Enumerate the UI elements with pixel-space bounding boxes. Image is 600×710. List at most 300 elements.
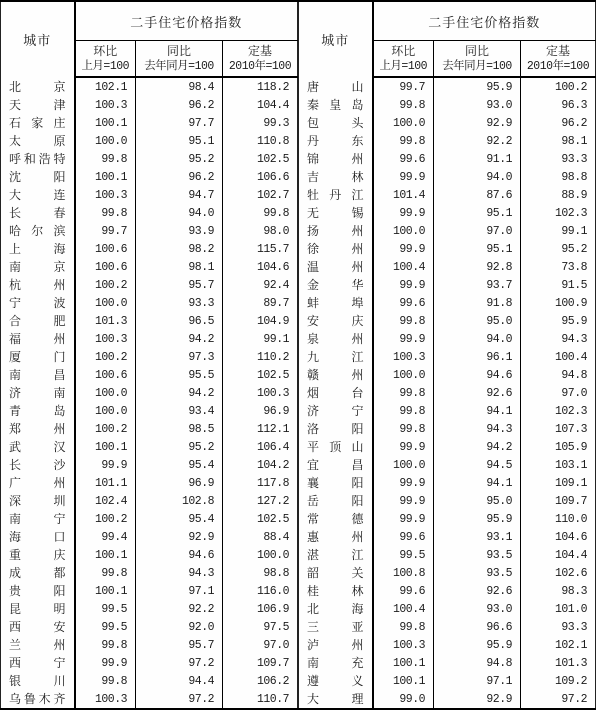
table-row	[299, 222, 596, 240]
yoy-value: 97.2	[136, 690, 223, 709]
table-row	[1, 456, 298, 474]
fixed-base-value: 95.2	[521, 240, 596, 258]
table-row	[299, 510, 596, 528]
city-name: 银 川	[1, 672, 75, 690]
fixed-base-value: 109.7	[223, 654, 298, 672]
city-name: 大 连	[1, 186, 75, 204]
fixed-base-value: 100.4	[521, 348, 596, 366]
city-name: 惠 州	[299, 528, 373, 546]
fixed-base-label: 定基	[545, 43, 570, 58]
mom-value: 99.6	[373, 528, 434, 546]
city-name: 济 宁	[299, 402, 373, 420]
yoy-value: 95.9	[434, 636, 521, 654]
fixed-base-value: 109.7	[521, 492, 596, 510]
city-name: 湛 江	[299, 546, 373, 564]
mom-value: 101.4	[373, 186, 434, 204]
fixed-base-value: 110.2	[223, 348, 298, 366]
fixed-base-value: 106.4	[223, 438, 298, 456]
mom-column-header	[373, 41, 434, 78]
mom-value: 99.7	[75, 222, 136, 240]
mom-value: 99.8	[75, 672, 136, 690]
table-row	[299, 636, 596, 654]
table-row	[1, 168, 298, 186]
fixed-base-value: 110.7	[223, 690, 298, 709]
table-row	[1, 150, 298, 168]
city-name: 常 德	[299, 510, 373, 528]
city-name: 无 锡	[299, 204, 373, 222]
fixed-base-value: 94.3	[521, 330, 596, 348]
mom-value: 100.0	[373, 222, 434, 240]
fixed-base-value: 100.0	[223, 546, 298, 564]
fixed-base-value: 97.5	[223, 618, 298, 636]
fixed-base-value: 106.9	[223, 600, 298, 618]
mom-value: 100.0	[75, 384, 136, 402]
fixed-base-value: 110.8	[223, 132, 298, 150]
fixed-base-value: 104.6	[223, 258, 298, 276]
yoy-value: 92.9	[136, 528, 223, 546]
fixed-base-value: 115.7	[223, 240, 298, 258]
city-name: 合 肥	[1, 312, 75, 330]
table-row	[1, 474, 298, 492]
table-row	[299, 582, 596, 600]
fixed-base-value: 98.8	[223, 564, 298, 582]
city-name: 海 口	[1, 528, 75, 546]
fixed-base-column-header	[521, 41, 596, 78]
city-name: 昆 明	[1, 600, 75, 618]
mom-value: 100.1	[373, 672, 434, 690]
fixed-base-value: 117.8	[223, 474, 298, 492]
city-name: 杭 州	[1, 276, 75, 294]
fixed-base-value: 98.0	[223, 222, 298, 240]
table-row	[299, 384, 596, 402]
mom-value: 100.0	[75, 132, 136, 150]
table-row	[299, 600, 596, 618]
city-name: 重 庆	[1, 546, 75, 564]
city-name: 西 宁	[1, 654, 75, 672]
yoy-value: 95.1	[136, 132, 223, 150]
mom-value: 100.1	[373, 654, 434, 672]
fixed-base-value: 88.4	[223, 528, 298, 546]
city-name: 厦 门	[1, 348, 75, 366]
city-name: 上 海	[1, 240, 75, 258]
yoy-value: 94.3	[434, 420, 521, 438]
fixed-base-value: 109.1	[521, 474, 596, 492]
yoy-value: 92.2	[136, 600, 223, 618]
table-row	[1, 96, 298, 114]
city-name: 南 充	[299, 654, 373, 672]
table-row	[1, 600, 298, 618]
fixed-base-value: 104.4	[223, 96, 298, 114]
fixed-base-value: 99.3	[223, 114, 298, 132]
yoy-value: 96.1	[434, 348, 521, 366]
mom-value: 100.3	[75, 96, 136, 114]
fixed-base-value: 102.5	[223, 150, 298, 168]
mom-value: 99.8	[373, 618, 434, 636]
mom-value: 99.6	[373, 150, 434, 168]
mom-value: 99.8	[75, 636, 136, 654]
mom-value: 101.1	[75, 474, 136, 492]
city-name: 郑 州	[1, 420, 75, 438]
city-name: 哈 尔 滨	[1, 222, 75, 240]
table-row	[299, 204, 596, 222]
mom-label: 环比	[391, 43, 416, 58]
fixed-base-value: 98.1	[521, 132, 596, 150]
fixed-base-base-label: 2010年=100	[526, 59, 590, 73]
yoy-label: 同比	[166, 43, 191, 58]
mom-value: 99.8	[373, 312, 434, 330]
fixed-base-value: 94.8	[521, 366, 596, 384]
yoy-value: 92.8	[434, 258, 521, 276]
city-name: 三 亚	[299, 618, 373, 636]
mom-base-label: 上月=100	[81, 59, 130, 73]
fixed-base-value: 100.9	[521, 294, 596, 312]
city-name: 北 海	[299, 600, 373, 618]
table-row	[299, 132, 596, 150]
fixed-base-value: 106.6	[223, 168, 298, 186]
mom-value: 100.4	[373, 258, 434, 276]
table-row	[299, 690, 596, 709]
mom-value: 102.1	[75, 77, 136, 96]
mom-value: 100.6	[75, 366, 136, 384]
city-name: 徐 州	[299, 240, 373, 258]
table-row	[299, 312, 596, 330]
mom-value: 100.2	[75, 276, 136, 294]
city-name: 宁 波	[1, 294, 75, 312]
yoy-value: 91.8	[434, 294, 521, 312]
table-row	[1, 348, 298, 366]
yoy-value: 97.1	[136, 582, 223, 600]
fixed-base-value: 102.5	[223, 366, 298, 384]
city-name: 太 原	[1, 132, 75, 150]
city-name: 烟 台	[299, 384, 373, 402]
fixed-base-value: 96.2	[521, 114, 596, 132]
yoy-value: 94.1	[434, 402, 521, 420]
yoy-value: 93.5	[434, 564, 521, 582]
mom-value: 100.1	[75, 438, 136, 456]
fixed-base-value: 89.7	[223, 294, 298, 312]
mom-value: 101.3	[75, 312, 136, 330]
mom-value: 99.8	[373, 384, 434, 402]
mom-value: 99.8	[75, 204, 136, 222]
yoy-value: 93.7	[434, 276, 521, 294]
mom-value: 100.3	[75, 330, 136, 348]
city-name: 北 京	[1, 77, 75, 96]
table-row	[1, 330, 298, 348]
fixed-base-column-header	[223, 41, 298, 78]
fixed-base-value: 102.1	[521, 636, 596, 654]
city-name: 成 都	[1, 564, 75, 582]
table-row	[299, 474, 596, 492]
fixed-base-base-label: 2010年=100	[228, 59, 292, 73]
table-row	[1, 582, 298, 600]
fixed-base-value: 102.3	[521, 402, 596, 420]
city-name: 扬 州	[299, 222, 373, 240]
yoy-value: 97.2	[136, 654, 223, 672]
yoy-value: 95.7	[136, 636, 223, 654]
table-row	[299, 654, 596, 672]
mom-value: 99.8	[373, 402, 434, 420]
yoy-value: 93.0	[434, 600, 521, 618]
fixed-base-value: 118.2	[223, 77, 298, 96]
yoy-value: 94.0	[434, 330, 521, 348]
mom-value: 99.9	[373, 474, 434, 492]
table-row	[299, 150, 596, 168]
yoy-value: 93.9	[136, 222, 223, 240]
city-name: 泉 州	[299, 330, 373, 348]
fixed-base-value: 102.6	[521, 564, 596, 582]
city-name: 贵 阳	[1, 582, 75, 600]
table-row	[1, 204, 298, 222]
yoy-value: 98.5	[136, 420, 223, 438]
mom-value: 100.0	[373, 366, 434, 384]
table-row	[299, 402, 596, 420]
table-row	[299, 528, 596, 546]
city-name: 沈 阳	[1, 168, 75, 186]
yoy-value: 95.0	[434, 492, 521, 510]
city-name: 天 津	[1, 96, 75, 114]
yoy-value: 92.2	[434, 132, 521, 150]
table-row	[1, 258, 298, 276]
table-row	[299, 420, 596, 438]
table-row	[299, 114, 596, 132]
mom-value: 100.0	[75, 294, 136, 312]
yoy-value: 95.5	[136, 366, 223, 384]
yoy-value: 95.0	[434, 312, 521, 330]
fixed-base-value: 101.0	[521, 600, 596, 618]
yoy-value: 95.2	[136, 438, 223, 456]
fixed-base-value: 73.8	[521, 258, 596, 276]
fixed-base-value: 103.1	[521, 456, 596, 474]
yoy-value: 96.5	[136, 312, 223, 330]
city-name: 丹 东	[299, 132, 373, 150]
fixed-base-value: 97.2	[521, 690, 596, 709]
yoy-value: 95.9	[434, 77, 521, 96]
fixed-base-value: 97.0	[223, 636, 298, 654]
mom-value: 99.5	[75, 618, 136, 636]
fixed-base-value: 91.5	[521, 276, 596, 294]
mom-value: 99.9	[373, 510, 434, 528]
yoy-value: 94.6	[434, 366, 521, 384]
city-name: 石 家 庄	[1, 114, 75, 132]
fixed-base-value: 96.9	[223, 402, 298, 420]
yoy-value: 87.6	[434, 186, 521, 204]
yoy-value: 94.0	[434, 168, 521, 186]
city-name: 蚌 埠	[299, 294, 373, 312]
yoy-value: 94.3	[136, 564, 223, 582]
city-name: 赣 州	[299, 366, 373, 384]
yoy-value: 95.9	[434, 510, 521, 528]
mom-value: 100.1	[75, 114, 136, 132]
yoy-value: 93.3	[136, 294, 223, 312]
mom-value: 99.8	[75, 564, 136, 582]
yoy-value: 92.6	[434, 582, 521, 600]
city-name: 宜 昌	[299, 456, 373, 474]
mom-value: 99.9	[373, 438, 434, 456]
mom-value: 100.2	[75, 348, 136, 366]
fixed-base-value: 95.9	[521, 312, 596, 330]
city-name: 岳 阳	[299, 492, 373, 510]
mom-label: 环比	[93, 43, 118, 58]
city-name: 秦 皇 岛	[299, 96, 373, 114]
mom-value: 99.9	[373, 330, 434, 348]
city-name: 金 华	[299, 276, 373, 294]
table-row	[1, 672, 298, 690]
mom-column-header	[75, 41, 136, 78]
city-column-header: 城市	[299, 1, 373, 77]
yoy-label: 同比	[464, 43, 489, 58]
table-row	[299, 564, 596, 582]
yoy-value: 96.9	[136, 474, 223, 492]
fixed-base-value: 110.0	[521, 510, 596, 528]
yoy-value: 94.1	[434, 474, 521, 492]
table-row	[1, 528, 298, 546]
yoy-column-header	[136, 41, 223, 78]
table-header-right	[299, 1, 596, 77]
table-row	[1, 294, 298, 312]
fixed-base-value: 93.3	[521, 150, 596, 168]
yoy-value: 95.1	[434, 240, 521, 258]
mom-value: 99.5	[75, 600, 136, 618]
table-header-left	[1, 1, 298, 77]
table-row	[1, 276, 298, 294]
table-row	[1, 312, 298, 330]
mom-value: 100.6	[75, 240, 136, 258]
yoy-value: 98.1	[136, 258, 223, 276]
yoy-value: 96.2	[136, 96, 223, 114]
city-name: 南 昌	[1, 366, 75, 384]
fixed-base-value: 96.3	[521, 96, 596, 114]
fixed-base-value: 88.9	[521, 186, 596, 204]
price-index-table-left	[0, 0, 298, 710]
yoy-value: 97.0	[434, 222, 521, 240]
city-name: 韶 关	[299, 564, 373, 582]
city-name: 吉 林	[299, 168, 373, 186]
table-row	[299, 240, 596, 258]
yoy-value: 94.7	[136, 186, 223, 204]
yoy-value: 94.8	[434, 654, 521, 672]
yoy-base-label: 去年同月=100	[144, 59, 214, 73]
city-name: 南 宁	[1, 510, 75, 528]
yoy-value: 91.1	[434, 150, 521, 168]
city-name: 锦 州	[299, 150, 373, 168]
yoy-value: 94.2	[434, 438, 521, 456]
table-row	[1, 402, 298, 420]
mom-value: 100.0	[373, 114, 434, 132]
yoy-value: 92.6	[434, 384, 521, 402]
mom-value: 99.9	[373, 492, 434, 510]
mom-value: 99.8	[373, 420, 434, 438]
table-row	[1, 366, 298, 384]
table-row	[1, 636, 298, 654]
city-name: 包 头	[299, 114, 373, 132]
yoy-value: 95.7	[136, 276, 223, 294]
yoy-value: 92.0	[136, 618, 223, 636]
fixed-base-value: 105.9	[521, 438, 596, 456]
table-row	[1, 186, 298, 204]
yoy-value: 92.9	[434, 690, 521, 709]
yoy-value: 93.0	[434, 96, 521, 114]
city-name: 平 顶 山	[299, 438, 373, 456]
table-row	[299, 294, 596, 312]
mom-value: 99.8	[373, 96, 434, 114]
city-name: 温 州	[299, 258, 373, 276]
table-body-right	[299, 77, 596, 709]
table-row	[1, 420, 298, 438]
mom-value: 99.0	[373, 690, 434, 709]
city-name: 南 京	[1, 258, 75, 276]
city-name: 桂 林	[299, 582, 373, 600]
fixed-base-label: 定基	[247, 43, 272, 58]
table-row	[299, 672, 596, 690]
yoy-column-header	[434, 41, 521, 78]
city-name: 乌 鲁 木 齐	[1, 690, 75, 709]
table-row	[299, 492, 596, 510]
fixed-base-value: 100.2	[521, 77, 596, 96]
table-body-left	[1, 77, 298, 709]
yoy-value: 93.5	[434, 546, 521, 564]
mom-value: 100.1	[75, 582, 136, 600]
mom-value: 100.2	[75, 510, 136, 528]
yoy-value: 94.2	[136, 330, 223, 348]
mom-value: 100.0	[373, 456, 434, 474]
yoy-value: 93.4	[136, 402, 223, 420]
fixed-base-value: 97.0	[521, 384, 596, 402]
table-row	[1, 546, 298, 564]
city-name: 遵 义	[299, 672, 373, 690]
city-name: 呼 和 浩 特	[1, 150, 75, 168]
table-row	[299, 276, 596, 294]
mom-value: 99.8	[75, 150, 136, 168]
yoy-value: 94.6	[136, 546, 223, 564]
fixed-base-value: 104.4	[521, 546, 596, 564]
mom-value: 99.9	[373, 276, 434, 294]
city-column-header: 城市	[1, 1, 75, 77]
table-row	[1, 690, 298, 709]
price-index-table-right	[298, 0, 596, 710]
yoy-value: 97.3	[136, 348, 223, 366]
mom-value: 99.6	[373, 294, 434, 312]
yoy-value: 97.7	[136, 114, 223, 132]
yoy-value: 102.8	[136, 492, 223, 510]
yoy-value: 93.1	[434, 528, 521, 546]
city-name: 兰 州	[1, 636, 75, 654]
table-row	[1, 510, 298, 528]
fixed-base-value: 102.3	[521, 204, 596, 222]
mom-value: 99.6	[373, 582, 434, 600]
mom-value: 99.4	[75, 528, 136, 546]
fixed-base-value: 99.1	[521, 222, 596, 240]
table-row	[1, 438, 298, 456]
city-name: 牡 丹 江	[299, 186, 373, 204]
yoy-value: 97.1	[434, 672, 521, 690]
yoy-value: 95.4	[136, 456, 223, 474]
yoy-value: 95.2	[136, 150, 223, 168]
table-row	[299, 186, 596, 204]
fixed-base-value: 92.4	[223, 276, 298, 294]
city-name: 泸 州	[299, 636, 373, 654]
index-group-header: 二手住宅价格指数	[373, 1, 596, 41]
table-row	[299, 258, 596, 276]
mom-value: 102.4	[75, 492, 136, 510]
fixed-base-value: 109.2	[521, 672, 596, 690]
yoy-value: 98.4	[136, 77, 223, 96]
table-row	[299, 330, 596, 348]
table-row	[1, 492, 298, 510]
mom-value: 99.8	[373, 132, 434, 150]
mom-value: 99.9	[75, 654, 136, 672]
yoy-value: 94.4	[136, 672, 223, 690]
yoy-value: 95.1	[434, 204, 521, 222]
